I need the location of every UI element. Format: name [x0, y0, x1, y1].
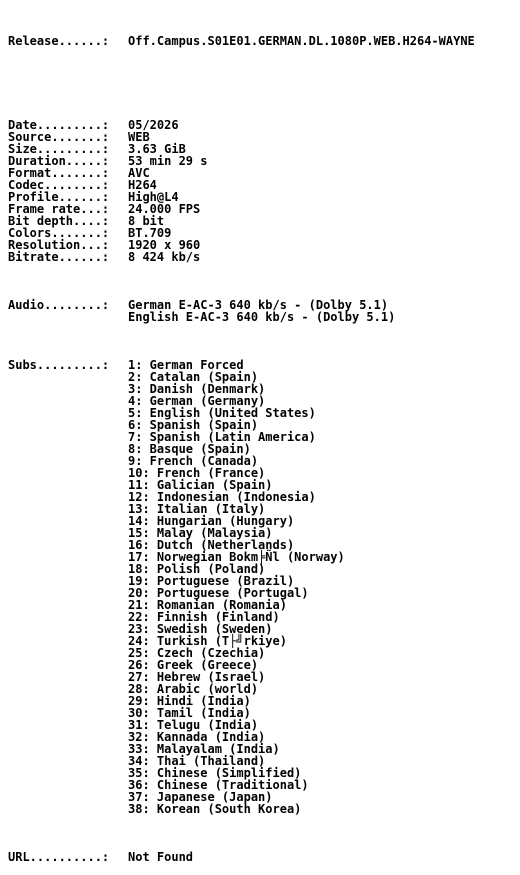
- subtitle-track-label: [8, 599, 128, 611]
- nfo-document: [8, 11, 475, 875]
- subtitle-track-value: 32: Kannada (India): [128, 730, 266, 744]
- info-row-format-value: AVC: [128, 166, 150, 180]
- subtitle-track-value: 10: French (France): [128, 466, 266, 480]
- subtitle-track-value: 1: German Forced: [128, 358, 244, 372]
- subtitle-track-label: [8, 695, 128, 707]
- subtitle-track-value: 8: Basque (Spain): [128, 442, 251, 456]
- subtitle-track-value: 34: Thai (Thailand): [128, 754, 266, 768]
- subtitle-track-value: 28: Arabic (world): [128, 682, 259, 696]
- subtitle-track-value: 24: Turkish (T├╝rkiye): [128, 634, 287, 648]
- info-row-bitrate-label: Bitrate......:: [8, 250, 110, 264]
- subtitle-track-value: 18: Polish (Poland): [128, 562, 266, 576]
- subtitle-track-value: 4: German (Germany): [128, 394, 266, 408]
- info-row-bitrate: [8, 251, 475, 263]
- subtitle-track-label: [8, 371, 128, 383]
- subtitle-track-label: [8, 635, 128, 647]
- subtitle-track-value: 25: Czech (Czechia): [128, 646, 266, 660]
- info-row-codec-value: H264: [128, 178, 157, 192]
- subtitle-track-label: [8, 419, 128, 431]
- audio-section: [8, 299, 475, 323]
- info-row-resolution-label: Resolution...:: [8, 238, 110, 252]
- subtitle-track-label: [8, 491, 128, 503]
- subtitle-track-value: 17: Norwegian Bokm╞Ñl (Norway): [128, 550, 345, 564]
- info-row-colors-value: BT.709: [128, 226, 172, 240]
- subtitle-track-label: [8, 407, 128, 419]
- info-row-codec-label: Codec........:: [8, 178, 110, 192]
- subtitle-track-label: [8, 383, 128, 395]
- subtitle-track-label: [8, 587, 128, 599]
- subtitle-track-value: 37: Japanese (Japan): [128, 790, 273, 804]
- subtitle-track-value: 31: Telugu (India): [128, 718, 259, 732]
- subtitle-track-value: 2: Catalan (Spain): [128, 370, 259, 384]
- subtitle-track-value: 15: Malay (Malaysia): [128, 526, 273, 540]
- release-value: Off.Campus.S01E01.GERMAN.DL.1080P.WEB.H264-WAYNE: [128, 34, 475, 48]
- info-row-resolution-value: 1920 x 960: [128, 238, 201, 252]
- subtitle-track-label: [8, 683, 128, 695]
- subtitle-track: [8, 755, 475, 767]
- subtitle-track-value: 14: Hungarian (Hungary): [128, 514, 295, 528]
- subtitle-track-label: [8, 707, 128, 719]
- subtitle-track-value: 11: Galician (Spain): [128, 478, 273, 492]
- subtitle-track-label: [8, 467, 128, 479]
- subtitle-track-label: [8, 527, 128, 539]
- subtitle-track-label: [8, 431, 128, 443]
- subtitle-track-label: [8, 539, 128, 551]
- subtitle-track-label: [8, 611, 128, 623]
- subtitle-track-label: [8, 479, 128, 491]
- info-row-source-label: Source.......:: [8, 130, 110, 144]
- info-row-bitrate-value: 8 424 kb/s: [128, 250, 201, 264]
- audio-track-value: English E-AC-3 640 kb/s - (Dolby 5.1): [128, 310, 396, 324]
- subtitle-track: [8, 779, 475, 791]
- info-row-source-value: WEB: [128, 130, 150, 144]
- subtitle-track: [8, 803, 475, 815]
- url-label: URL..........:: [8, 850, 110, 864]
- subtitle-track-value: 36: Chinese (Traditional): [128, 778, 309, 792]
- subtitle-track-label: [8, 563, 128, 575]
- audio-track-value: German E-AC-3 640 kb/s - (Dolby 5.1): [128, 298, 389, 312]
- subtitle-track-label: [8, 455, 128, 467]
- subtitle-track-label: [8, 779, 128, 791]
- info-row-duration-value: 53 min 29 s: [128, 154, 208, 168]
- subtitle-track-label: Subs.........:: [8, 358, 110, 372]
- subtitle-track: [8, 707, 475, 719]
- info-row-date-value: 05/2026: [128, 118, 179, 132]
- subtitle-track-label: [8, 503, 128, 515]
- info-row-size-label: Size.........:: [8, 142, 110, 156]
- subtitle-track-value: 22: Finnish (Finland): [128, 610, 280, 624]
- spacer: [8, 71, 475, 83]
- subtitle-track: [8, 731, 475, 743]
- info-row-colors-label: Colors.......:: [8, 226, 110, 240]
- subtitle-track-label: [8, 731, 128, 743]
- subtitle-track-value: 12: Indonesian (Indonesia): [128, 490, 316, 504]
- info-row-profile-value: High@L4: [128, 190, 179, 204]
- subtitle-track-label: [8, 515, 128, 527]
- subtitle-track-label: [8, 767, 128, 779]
- info-section: [8, 119, 475, 263]
- audio-track-label: [8, 311, 128, 323]
- release-label: Release......:: [8, 34, 110, 48]
- subtitle-track-label: [8, 719, 128, 731]
- subtitle-track-value: 38: Korean (South Korea): [128, 802, 302, 816]
- subtitle-track-label: [8, 623, 128, 635]
- subtitle-track-value: 7: Spanish (Latin America): [128, 430, 316, 444]
- subtitle-track-value: 16: Dutch (Netherlands): [128, 538, 295, 552]
- url-row: [8, 851, 475, 863]
- subtitle-track-value: 29: Hindi (India): [128, 694, 251, 708]
- subtitle-track: [8, 767, 475, 779]
- subtitle-track-value: 33: Malayalam (India): [128, 742, 280, 756]
- subtitle-track-value: 19: Portuguese (Brazil): [128, 574, 295, 588]
- subtitle-track-label: [8, 803, 128, 815]
- subtitle-track-label: [8, 443, 128, 455]
- subtitle-track-value: 26: Greek (Greece): [128, 658, 259, 672]
- subtitle-track-label: [8, 659, 128, 671]
- subtitle-track-value: 13: Italian (Italy): [128, 502, 266, 516]
- subtitle-track: [8, 683, 475, 695]
- subtitle-track-label: [8, 671, 128, 683]
- url-value: Not Found: [128, 850, 194, 864]
- subtitle-track: [8, 743, 475, 755]
- audio-track-label: Audio........:: [8, 298, 110, 312]
- subtitle-track-value: 6: Spanish (Spain): [128, 418, 259, 432]
- subtitle-track-value: 9: French (Canada): [128, 454, 259, 468]
- info-row-date-label: Date.........:: [8, 118, 110, 132]
- info-row-bit-depth-value: 8 bit: [128, 214, 165, 228]
- subtitle-track-label: [8, 743, 128, 755]
- subtitle-track-label: [8, 791, 128, 803]
- info-row-duration-label: Duration.....:: [8, 154, 110, 168]
- subtitle-track-value: 35: Chinese (Simplified): [128, 766, 302, 780]
- audio-track: [8, 311, 475, 323]
- subtitle-track-label: [8, 575, 128, 587]
- subtitle-track-label: [8, 647, 128, 659]
- subtitle-track-value: 3: Danish (Denmark): [128, 382, 266, 396]
- subs-section: [8, 359, 475, 815]
- info-row-frame-rate-label: Frame rate...:: [8, 202, 110, 216]
- subtitle-track-value: 20: Portuguese (Portugal): [128, 586, 309, 600]
- release-row: [8, 35, 475, 47]
- info-row-bit-depth-label: Bit depth....:: [8, 214, 110, 228]
- subtitle-track-label: [8, 755, 128, 767]
- info-row-profile-label: Profile......:: [8, 190, 110, 204]
- subtitle-track: [8, 719, 475, 731]
- subtitle-track-value: 30: Tamil (India): [128, 706, 251, 720]
- subtitle-track: [8, 695, 475, 707]
- subtitle-track-value: 21: Romanian (Romania): [128, 598, 287, 612]
- subtitle-track: [8, 791, 475, 803]
- subtitle-track-value: 5: English (United States): [128, 406, 316, 420]
- subtitle-track-value: 23: Swedish (Sweden): [128, 622, 273, 636]
- subtitle-track-value: 27: Hebrew (Israel): [128, 670, 266, 684]
- subtitle-track-label: [8, 551, 128, 563]
- info-row-frame-rate-value: 24.000 FPS: [128, 202, 201, 216]
- subtitle-track-label: [8, 395, 128, 407]
- info-row-format-label: Format.......:: [8, 166, 110, 180]
- info-row-size-value: 3.63 GiB: [128, 142, 186, 156]
